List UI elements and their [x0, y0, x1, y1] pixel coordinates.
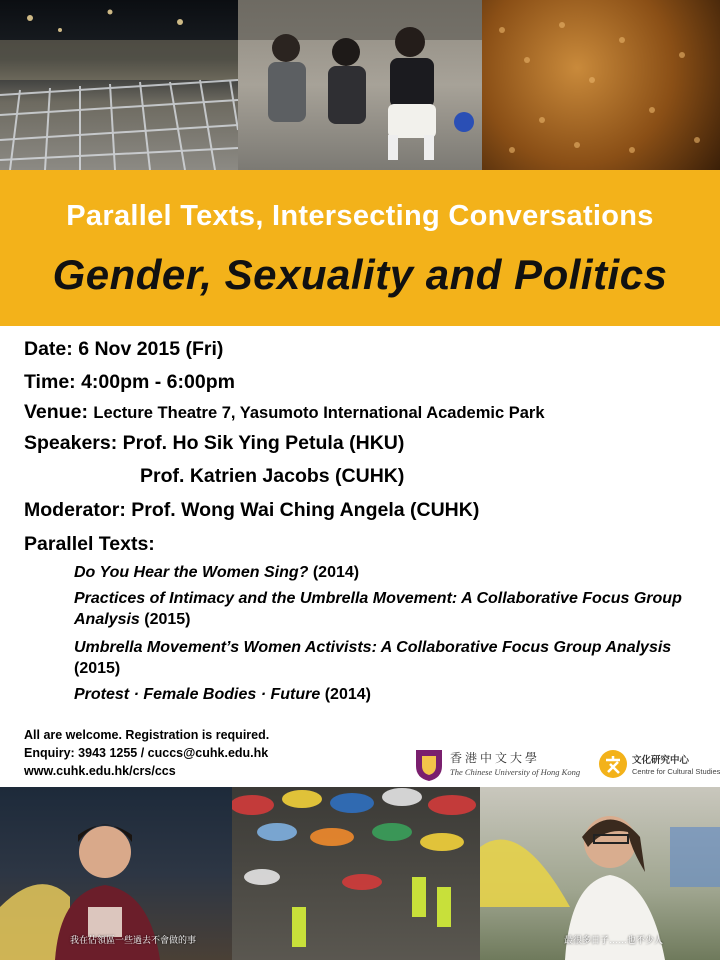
ccs-english-name: Centre for Cultural Studies: [632, 767, 720, 776]
parallel-text-year: (2015): [139, 611, 191, 628]
venue-label: Venue:: [24, 401, 88, 423]
speakers-row: [24, 432, 404, 455]
barricades-photo: [0, 0, 238, 170]
registration-note: All are welcome. Registration is required.: [24, 728, 270, 742]
cuhk-chinese-name: 香港中文大學: [450, 751, 541, 765]
ccs-logo: [598, 748, 720, 782]
crowd-photo: [482, 0, 720, 170]
date-label: Date:: [24, 338, 73, 360]
parallel-texts-label: Parallel Texts:: [24, 533, 155, 555]
ccs-emblem-icon: [598, 748, 628, 780]
parallel-text-year: (2014): [320, 686, 371, 703]
cuhk-crest-icon: [414, 748, 444, 782]
interview-photo: [238, 0, 482, 170]
parallel-text-year: (2014): [308, 564, 360, 581]
speakers-label: Speakers:: [24, 432, 118, 454]
enquiry-line: Enquiry: 3943 1255 / cuccs@cuhk.edu.hk: [24, 746, 269, 760]
parallel-text-item: [74, 588, 694, 630]
event-title: Gender, Sexuality and Politics: [52, 251, 668, 298]
parallel-text-item: [74, 637, 694, 679]
parallel-text-title: Protest · Female Bodies · Future: [74, 686, 321, 703]
cuhk-english-name: The Chinese University of Hong Kong: [450, 767, 581, 777]
umbrella-protest-photo: [232, 787, 480, 960]
moderator-row: [24, 499, 479, 522]
venue-value: Lecture Theatre 7, Yasumoto International Academic Park: [93, 404, 545, 422]
top-photo-strip: [0, 0, 720, 170]
parallel-text-item: [74, 684, 694, 705]
time-row: [24, 371, 235, 394]
venue-row: [24, 401, 545, 424]
subtitle-caption: 最很多日子……也不少人: [564, 935, 664, 945]
parallel-text-title: Practices of Intimacy and the Umbrella Movement: A Collaborative Focus Group Analysis: [74, 590, 682, 628]
activist-portrait-left: [0, 787, 232, 960]
cuhk-logo: [414, 748, 581, 782]
parallel-text-item: [74, 562, 694, 583]
parallel-text-title: Umbrella Movement’s Women Activists: A Collaborative Focus Group Analysis: [74, 639, 672, 656]
moderator-label: Moderator:: [24, 499, 126, 521]
moderator-value: Prof. Wong Wai Ching Angela (CUHK): [131, 499, 480, 521]
time-label: Time:: [24, 371, 76, 393]
date-row: [24, 338, 223, 361]
parallel-text-title: Do You Hear the Women Sing?: [74, 564, 309, 581]
speaker-2: Prof. Katrien Jacobs (CUHK): [140, 465, 405, 487]
subtitle-caption: 我在佔領區一些過去不會做的事: [70, 935, 197, 945]
date-value: 6 Nov 2015 (Fri): [78, 338, 224, 360]
time-value: 4:00pm - 6:00pm: [81, 371, 235, 393]
event-subtitle: Parallel Texts, Intersecting Conversations: [66, 200, 654, 232]
parallel-text-year: (2015): [74, 660, 121, 677]
bottom-photo-strip: [0, 787, 720, 960]
ccs-chinese-name: 文化研究中心: [632, 755, 690, 766]
activist-portrait-right: [480, 787, 720, 960]
website-link[interactable]: www.cuhk.edu.hk/crs/ccs: [24, 764, 176, 778]
title-banner: [0, 170, 720, 326]
speaker-1: Prof. Ho Sik Ying Petula (HKU): [122, 432, 405, 454]
